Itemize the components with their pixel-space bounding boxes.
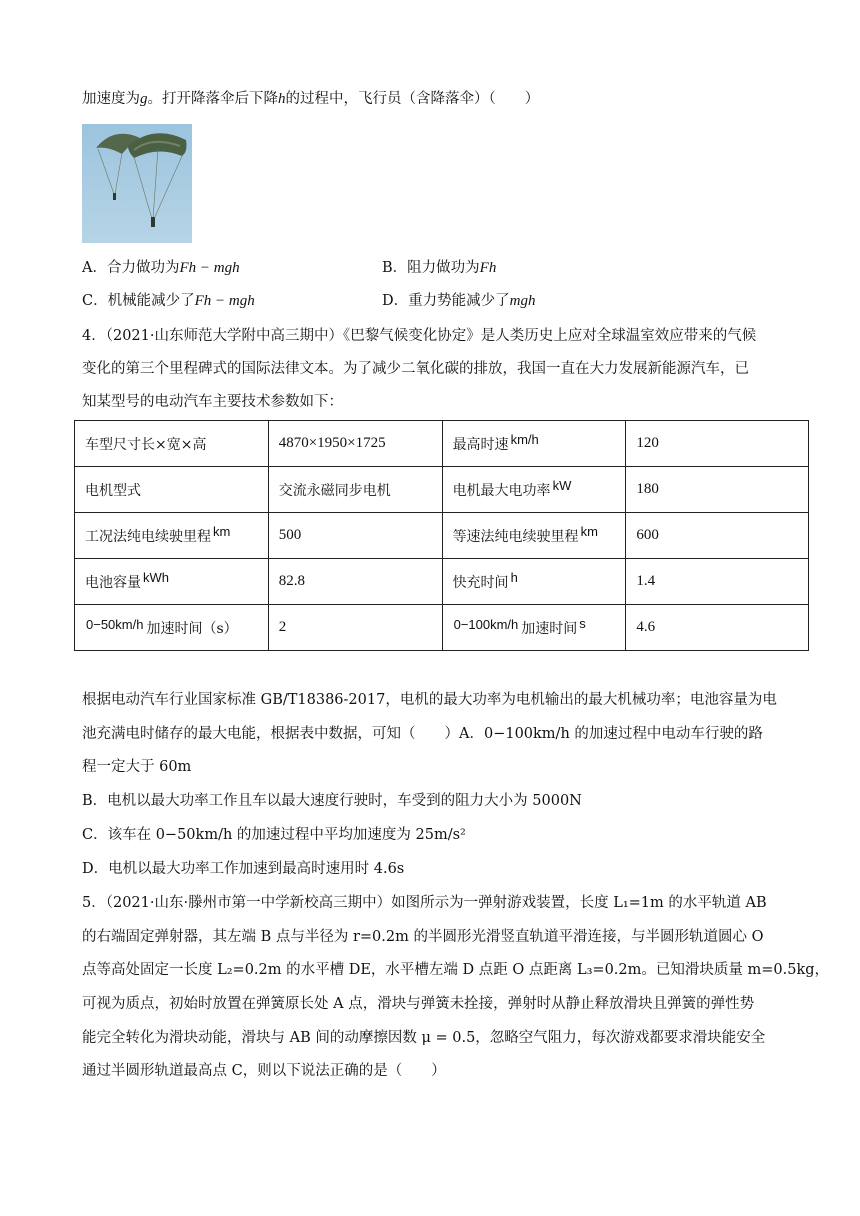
question-intro-line: 加速度为g。打开降落伞后下降h的过程中，飞行员（含降落伞）（ ） bbox=[82, 91, 540, 107]
spec-table bbox=[74, 420, 809, 651]
table-cell: 交流永磁同步电机 bbox=[268, 467, 442, 513]
option-a: A．合力做功为Fh − mgh bbox=[82, 260, 240, 276]
q5-line-6: 通过半圆形轨道最高点 C，则以下说法正确的是（ ） bbox=[82, 1063, 446, 1079]
parachute-photo bbox=[82, 124, 192, 243]
option-c: C．机械能减少了Fh − mgh bbox=[82, 293, 255, 309]
table-cell: 4.6 bbox=[626, 605, 809, 651]
q5-line-1: 5．（2021·山东·滕州市第一中学新校高三期中）如图所示为一弹射游戏装置，长度 L₁=1m 的水平轨道 AB bbox=[82, 895, 767, 911]
q5-line-2: 的右端固定弹射器，其左端 B 点与半径为 r=0.2m 的半圆形光滑竖直轨道平滑连接，与半圆形轨道圆心 O bbox=[82, 929, 764, 945]
option-b: B．阻力做功为Fh bbox=[382, 260, 497, 276]
table-cell: 0−50km/h 加速时间（s） bbox=[75, 605, 269, 651]
table-cell: 工况法纯电续驶里程 km bbox=[75, 513, 269, 559]
q4-after-line-1: 根据电动汽车行业国家标准 GB/T18386-2017，电机的最大功率为电机输出的最大机械功率；电池容量为电 bbox=[82, 692, 777, 708]
table-cell: 500 bbox=[268, 513, 442, 559]
q4-after-line-2: 池充满电时储存的最大电能，根据表中数据，可知（ ）A．0−100km/h 的加速过程中电动车行驶的路 bbox=[82, 726, 763, 742]
table-cell: 等速法纯电续驶里程 km bbox=[442, 513, 626, 559]
table-cell: 1.4 bbox=[626, 559, 809, 605]
table-cell: 2 bbox=[268, 605, 442, 651]
table-row bbox=[75, 467, 809, 513]
table-row bbox=[75, 559, 809, 605]
table-cell: 82.8 bbox=[268, 559, 442, 605]
table-row bbox=[75, 421, 809, 467]
q4-after-line-3: 程一定大于 60m bbox=[82, 759, 192, 775]
table-cell: 电机型式 bbox=[75, 467, 269, 513]
table-row bbox=[75, 513, 809, 559]
q4-line-3: 知某型号的电动汽车主要技术参数如下： bbox=[82, 394, 343, 410]
q4-option-d: D．电机以最大功率工作加速到最高时速用时 4.6s bbox=[82, 861, 405, 877]
table-cell: 车型尺寸长×宽×高 bbox=[75, 421, 269, 467]
table-cell: 最高时速 km/h bbox=[442, 421, 626, 467]
q4-line-2: 变化的第三个里程碑式的国际法律文本。为了减少二氧化碳的排放，我国一直在大力发展新能源汽车，已 bbox=[82, 361, 749, 377]
table-cell: 电机最大电功率 kW bbox=[442, 467, 626, 513]
table-cell: 0−100km/h 加速时间 s bbox=[442, 605, 626, 651]
table-cell: 电池容量 kWh bbox=[75, 559, 269, 605]
table-cell: 4870×1950×1725 bbox=[268, 421, 442, 467]
q4-option-b: B．电机以最大功率工作且车以最大速度行驶时，车受到的阻力大小为 5000N bbox=[82, 793, 582, 809]
table-cell: 快充时间 h bbox=[442, 559, 626, 605]
table-cell: 600 bbox=[626, 513, 809, 559]
q5-line-5: 能完全转化为滑块动能，滑块与 AB 间的动摩擦因数 μ = 0.5，忽略空气阻力，每次游戏都要求滑块能安全 bbox=[82, 1030, 766, 1046]
option-d: D．重力势能减少了mgh bbox=[382, 293, 536, 309]
table-row bbox=[75, 605, 809, 651]
q5-line-4: 可视为质点，初始时放置在弹簧原长处 A 点，滑块与弹簧未拴接，弹射时从静止释放滑块且弹簧的弹性势 bbox=[82, 996, 755, 1012]
table-cell: 180 bbox=[626, 467, 809, 513]
q4-line-1: 4．（2021·山东师范大学附中高三期中）《巴黎气候变化协定》是人类历史上应对全球温室效应带来的气候 bbox=[82, 328, 757, 344]
table-cell: 120 bbox=[626, 421, 809, 467]
q5-line-3: 点等高处固定一长度 L₂=0.2m 的水平槽 DE，水平槽左端 D 点距 O 点距离 L₃=0.2m。已知滑块质量 m=0.5kg， bbox=[82, 962, 830, 978]
q4-option-c: C．该车在 0−50km/h 的加速过程中平均加速度为 25m/s² bbox=[82, 827, 466, 843]
